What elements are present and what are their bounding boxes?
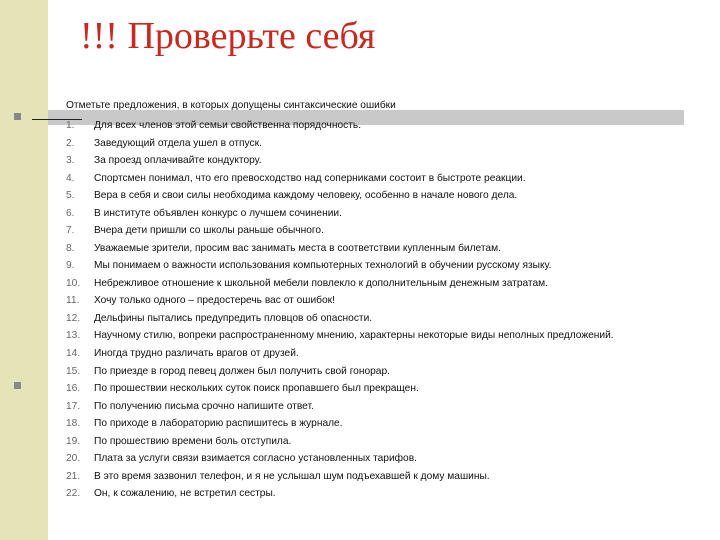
list-item [66,485,706,503]
item-number: 14. [66,348,81,359]
item-number: 15. [66,365,81,377]
item-sentence: Заведующий отдела ушел в отпуск. [94,137,262,149]
item-number: 7. [66,225,75,236]
item-sentence: По прошествии нескольких суток поиск пропавшего был прекращен. [94,383,419,394]
item-sentence: Мы понимаем о важности использования компьютерных технологий в обучении русскому языку. [94,260,552,271]
bullet-square-icon [14,382,21,389]
list-item [66,222,706,240]
item-number: 16. [66,383,81,394]
item-sentence: По получению письма срочно напишите ответ. [94,400,314,412]
item-number: 17. [66,400,81,412]
list-item [66,345,706,363]
list-item [66,205,706,223]
item-number: 20. [66,453,81,464]
item-number: 21. [66,470,81,482]
item-sentence: Небрежливое отношение к школьной мебели повлекло к дополнительным денежным затратам. [94,277,548,289]
item-number: 19. [66,435,81,447]
list-item [66,433,706,451]
list-item [66,398,706,416]
item-sentence: Уважаемые зрители, просим вас занимать места в соответствии купленным билетам. [94,242,501,254]
item-sentence: Научному стилю, вопреки распространенному мнению, характерны некоторые виды неполных предложений. [94,330,614,341]
task-instruction: Отметьте предложения, в которых допущены синтаксические ошибки [66,100,396,111]
list-item [66,240,706,258]
list-item [66,468,706,486]
item-sentence: Дельфины пытались предупредить пловцов об опасности. [94,312,373,324]
list-item [66,135,706,153]
list-item [66,310,706,328]
item-sentence: По прошествию времени боль отступила. [94,435,292,447]
list-item [66,170,706,188]
item-number: 3. [66,155,75,166]
item-number: 11. [66,295,80,306]
item-number: 1. [66,120,75,131]
bullet-square-icon [14,113,21,120]
list-item [66,117,706,135]
item-number: 12. [66,312,81,324]
item-sentence: Вера в себя и свои силы необходима каждому человеку, особенно в начале нового дела. [94,190,518,201]
list-item [66,275,706,293]
item-sentence: В институте объявлен конкурс о лучшем сочинении. [94,207,342,219]
item-number: 10. [66,277,81,289]
item-number: 5. [66,190,75,201]
item-number: 2. [66,137,75,149]
item-sentence: Для всех членов этой семьи свойственна порядочность. [94,120,362,131]
list-item [66,363,706,381]
item-sentence: По приезде в город певец должен был получить свой гонорар. [94,365,390,377]
item-sentence: Иногда трудно различать врагов от друзей. [94,348,299,359]
item-number: 13. [66,330,81,341]
item-number: 4. [66,172,75,184]
item-sentence: В это время зазвонил телефон, и я не услышал шум подъехавшей к дому машины. [94,470,490,482]
item-number: 6. [66,207,75,219]
list-item [66,450,706,468]
item-number: 18. [66,418,81,429]
item-sentence: По приходе в лабораторию распишитесь в журнале. [94,418,343,429]
item-number: 22. [66,488,81,499]
item-sentence: Вчера дети пришли со школы раньше обычного. [94,225,324,236]
item-number: 9. [66,260,75,271]
list-item [66,292,706,310]
list-item [66,415,706,433]
item-sentence: Он, к сожалению, не встретил сестры. [94,488,276,499]
side-decor-bar [0,0,48,540]
item-sentence: За проезд оплачивайте кондуктору. [94,155,262,166]
item-sentence: Хочу только одного – предостеречь вас от ошибок! [94,295,335,306]
slide-title: !!! Проверьте себя [80,15,376,57]
item-sentence: Спортсмен понимал, что его превосходство над соперниками состоит в быстроте реакции. [94,172,526,184]
list-item [66,257,706,275]
list-item [66,380,706,398]
list-item [66,152,706,170]
list-item [66,187,706,205]
list-item [66,327,706,345]
sentence-list [66,117,706,503]
item-sentence: Плата за услуги связи взимается согласно установленных тарифов. [94,453,417,464]
item-number: 8. [66,242,75,254]
